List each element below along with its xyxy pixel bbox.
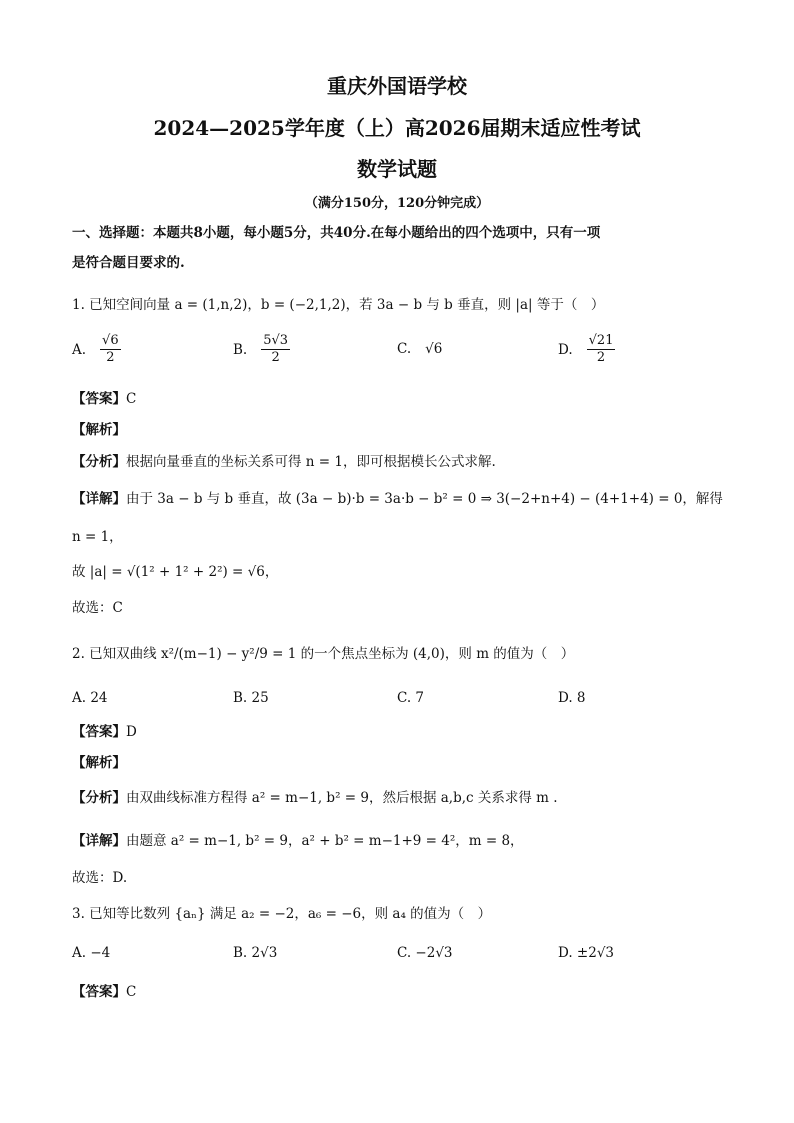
q1-option-d-num: √21 [588, 333, 614, 348]
q1-option-c [397, 341, 442, 357]
q2-option-a: A. 24 [72, 690, 108, 706]
q1-option-c-val: √6 [425, 341, 443, 357]
q1-option-d [558, 333, 615, 366]
q3-stem: 3. 已知等比数列 {aₙ} 满足 a₂ = −2，a₆ = −6，则 a₄ 的值为（ ） [72, 906, 492, 922]
q2-option-b: B. 25 [233, 690, 269, 706]
q3-option-c: C. −2√3 [397, 945, 453, 961]
q1-option-d-key: D. [558, 341, 573, 358]
q2-fenxi [72, 787, 732, 809]
school-title: 重庆外国语学校 [327, 74, 467, 98]
q2-fenxi-label: 【分析】 [72, 790, 126, 806]
q1-n-line: n = 1， [72, 529, 123, 545]
q2-xiangjie-text: 由题意 a² = m−1, b² = 9，a² + b² = m−1+9 = 4²，m = 8， [126, 833, 524, 849]
q2-answer-value: D [126, 724, 137, 740]
q2-choose: 故选：D. [72, 870, 128, 886]
q1-fenxi-text: 根据向量垂直的坐标关系可得 n = 1，即可根据模长公式求解. [126, 454, 496, 470]
q2-xiangjie-label: 【详解】 [72, 833, 126, 849]
section-heading-line2: 是符合题目要求的. [72, 255, 185, 271]
exam-title: 2024—2025学年度（上）高2026届期末适应性考试 [153, 116, 641, 140]
q1-stem: 1. 已知空间向量 a = (1,n,2)，b = (−2,1,2)，若 3a − b 与 b 垂直，则 |a| 等于（ ） [72, 297, 605, 313]
score-time-note: （满分150分，120分钟完成） [304, 196, 490, 211]
q2-xiangjie [72, 830, 732, 852]
q1-answer-value: C [126, 391, 137, 407]
q1-option-b-key: B. [233, 341, 248, 358]
q1-modulus-line: 故 |a| = √(1² + 1² + 2²) = √6， [72, 564, 279, 580]
q1-option-b-den: 2 [271, 350, 280, 365]
q1-option-a-den: 2 [106, 350, 115, 365]
q1-choose: 故选：C [72, 600, 123, 616]
q1-fenxi-label: 【分析】 [72, 454, 126, 470]
q1-answer-label: 【答案】 [72, 391, 126, 407]
q1-answer [72, 388, 732, 410]
q1-xiangjie-label: 【详解】 [72, 491, 126, 507]
q1-option-a [72, 333, 121, 366]
q2-option-c: C. 7 [397, 690, 425, 706]
q2-fenxi-text: 由双曲线标准方程得 a² = m−1, b² = 9，然后根据 a,b,c 关系求得 m . [126, 790, 558, 806]
q1-analysis-title: 【解析】 [72, 422, 126, 438]
q1-option-c-key: C. [397, 341, 412, 357]
q2-analysis-title: 【解析】 [72, 755, 126, 771]
q1-option-b [233, 333, 290, 366]
q2-option-d: D. 8 [558, 690, 586, 706]
q3-option-a: A. −4 [72, 945, 111, 961]
q3-option-d: D. ±2√3 [558, 945, 615, 961]
q2-answer-label: 【答案】 [72, 724, 126, 740]
q3-answer [72, 981, 732, 1003]
q1-option-a-num: √6 [102, 333, 119, 348]
q1-option-a-key: A. [72, 341, 87, 358]
q3-option-b: B. 2√3 [233, 945, 278, 961]
q1-xiangjie-text: 由于 3a − b 与 b 垂直，故 (3a − b)·b = 3a·b − b² = 0 ⇒ 3(−2+n+4) − (4+1+4) = 0，解得 [126, 491, 723, 507]
q2-stem: 2. 已知双曲线 x²/(m−1) − y²/9 = 1 的一个焦点坐标为 (4,0)，则 m 的值为（ ） [72, 646, 575, 662]
q3-answer-value: C [126, 984, 137, 1000]
q2-answer [72, 721, 732, 743]
q1-fenxi [72, 451, 732, 473]
q1-option-d-den: 2 [596, 350, 606, 365]
q1-option-b-num: 5√3 [263, 333, 289, 348]
subject-title: 数学试题 [357, 157, 437, 181]
section-heading-line1: 一、选择题：本题共8小题，每小题5分，共40分.在每小题给出的四个选项中，只有一项 [72, 225, 601, 241]
q1-xiangjie [72, 488, 732, 510]
q3-answer-label: 【答案】 [72, 984, 126, 1000]
